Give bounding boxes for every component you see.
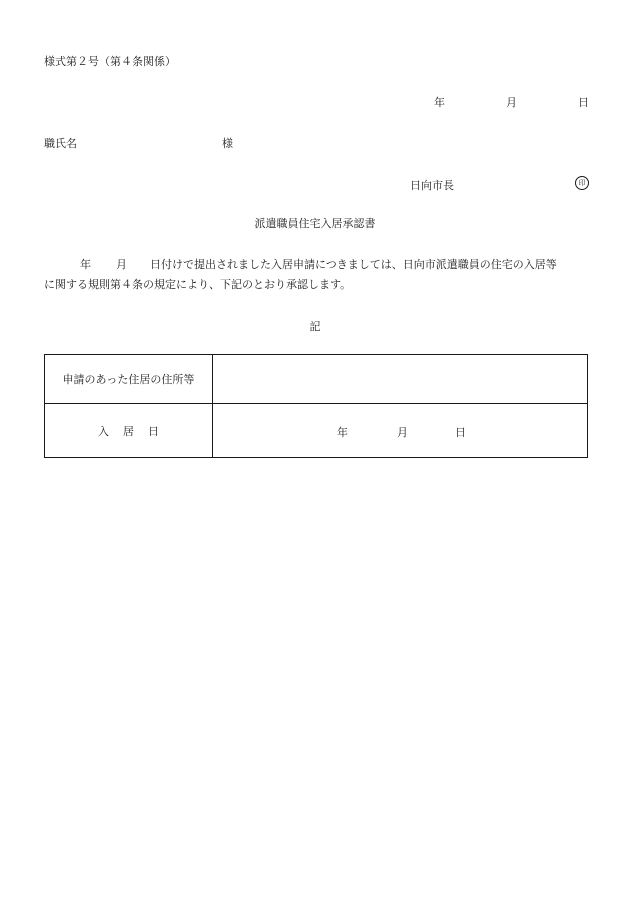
issuer-name: 日向市長	[410, 179, 454, 192]
body-month: 月	[116, 258, 127, 271]
seal-icon: 印	[575, 176, 589, 190]
body-year: 年	[80, 258, 91, 271]
body-line-1	[44, 255, 596, 275]
approval-table	[44, 354, 588, 458]
issue-date-year: 年	[434, 96, 445, 109]
move-in-label-char: 入	[98, 424, 109, 438]
move-in-label-char: 居	[123, 424, 134, 438]
body-line-1-text: 日付けで提出されました入居申請につきましては、日向市派遣職員の住宅の入居等	[150, 258, 557, 271]
table-row-address	[45, 355, 588, 404]
body-line-2: に関する規則第４条の規定により、下記のとおり承認します。	[44, 278, 352, 291]
recipient-honorific: 様	[222, 137, 233, 150]
document-title: 派遣職員住宅入居承認書	[254, 217, 376, 230]
issuer-line	[410, 177, 590, 191]
move-in-label	[45, 404, 213, 458]
body-paragraph	[44, 255, 596, 295]
address-value	[213, 355, 588, 404]
issue-date-line	[434, 94, 589, 109]
move-in-day: 日	[455, 426, 466, 439]
form-number: 様式第２号（第４条関係）	[44, 55, 176, 68]
move-in-date-value	[213, 404, 588, 458]
issue-date-day: 日	[578, 96, 589, 109]
issue-date-month: 月	[506, 96, 517, 109]
ki-heading: 記	[309, 320, 321, 333]
table-row-move-in	[45, 404, 588, 458]
recipient-line	[44, 135, 244, 149]
move-in-year: 年	[337, 426, 348, 439]
recipient-label: 職氏名	[44, 137, 77, 150]
address-label: 申請のあった住居の住所等	[45, 355, 213, 404]
move-in-month: 月	[397, 426, 408, 439]
move-in-label-char: 日	[148, 424, 159, 438]
